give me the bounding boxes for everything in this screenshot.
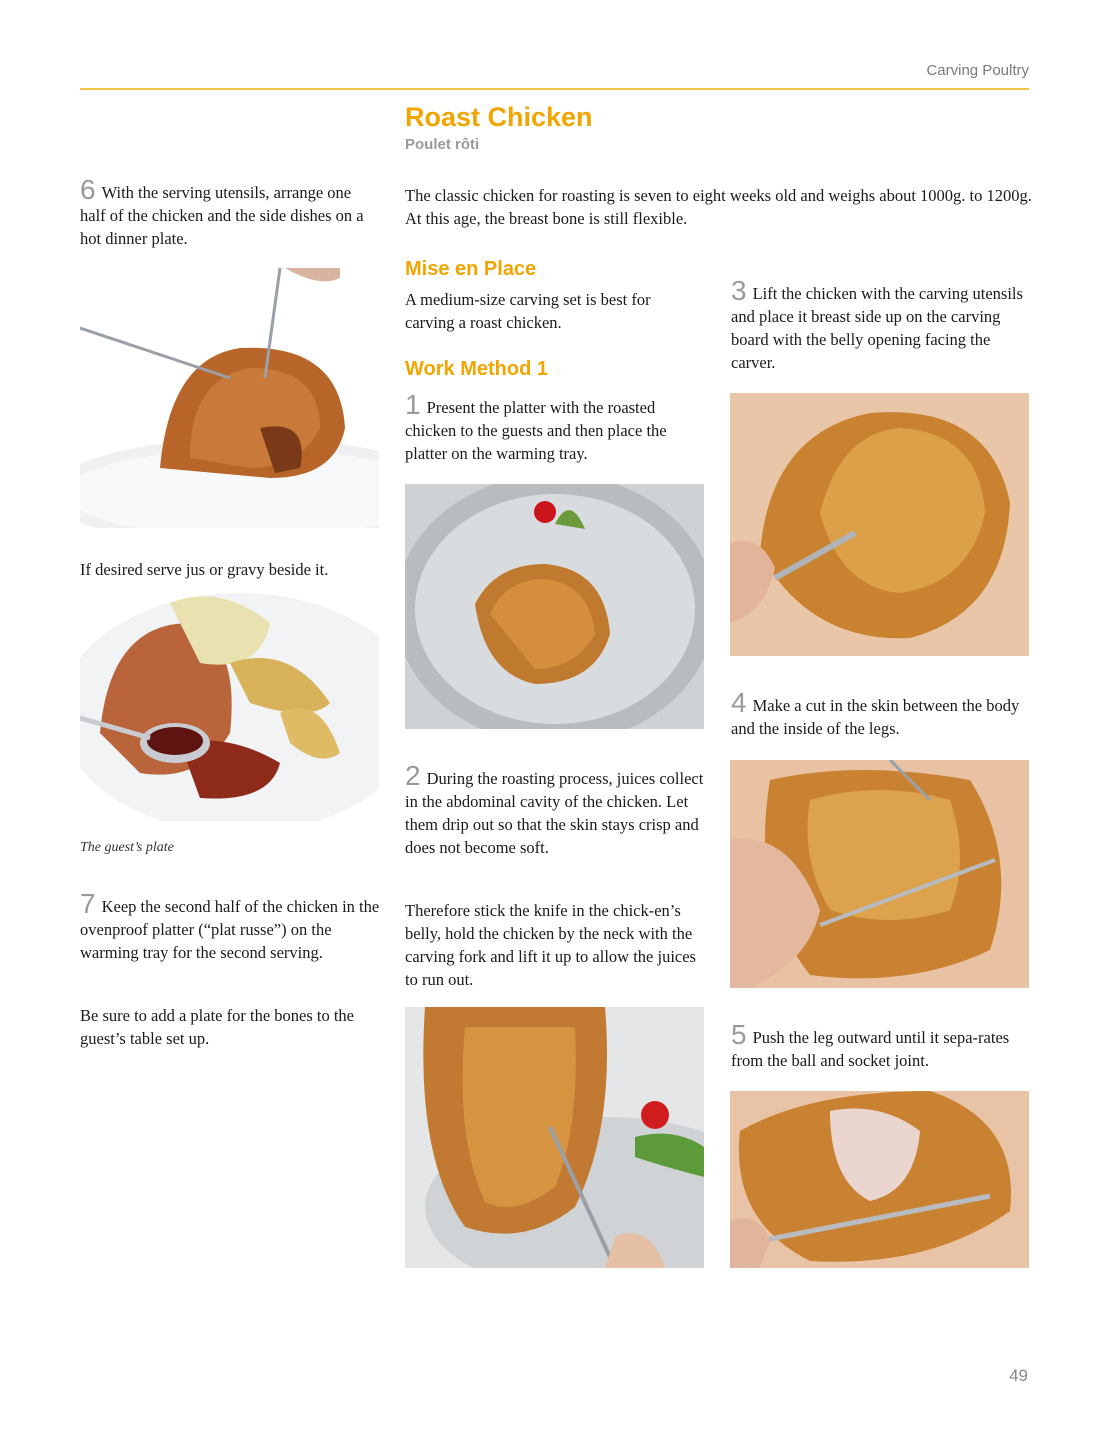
running-header: Carving Poultry	[926, 62, 1029, 79]
step-4	[731, 687, 1031, 740]
mise-en-place-text: A medium-size carving set is best for carving a roast chicken.	[405, 290, 651, 332]
work-method-heading: Work Method 1	[405, 358, 548, 380]
photo-carving-board-art	[730, 393, 1029, 656]
step-7-number: 7	[80, 888, 96, 919]
photo-separating-leg	[730, 1091, 1029, 1268]
step-2	[405, 760, 705, 859]
photo-guest-plate	[80, 583, 379, 821]
step-2-extra: Therefore stick the knife in the chick-en’s belly, hold the chicken by the neck with the carving fork and lift it up to allow the juices to run out.	[405, 901, 696, 989]
step-3-number: 3	[731, 275, 747, 306]
page-number: 49	[1009, 1366, 1028, 1385]
page-title: Roast Chicken	[405, 102, 593, 132]
page-subtitle: Poulet rôti	[405, 136, 480, 153]
header-rule	[80, 88, 1029, 90]
step-5	[731, 1019, 1031, 1072]
photo-cutting-skin	[730, 760, 1029, 988]
step-6	[80, 174, 380, 250]
photo-platter-presentation-art	[405, 484, 704, 729]
step-6-number: 6	[80, 174, 96, 205]
step-7	[80, 888, 380, 964]
step-3	[731, 275, 1031, 374]
step-6-text: With the serving utensils, arrange one half of the chicken and the side dishes on a hot dinner plate.	[80, 183, 364, 248]
step-4-text: Make a cut in the skin between the body and the inside of the legs.	[731, 696, 1020, 738]
step-1	[405, 389, 705, 465]
step-2-number: 2	[405, 760, 421, 791]
step-5-text: Push the leg outward until it sepa-rates from the ball and socket joint.	[731, 1028, 1010, 1070]
step-4-number: 4	[731, 687, 747, 718]
step-5-number: 5	[731, 1019, 747, 1050]
photo-draining-juices	[405, 1007, 704, 1268]
photo-plating-chicken-art	[80, 268, 379, 528]
photo-carving-board	[730, 393, 1029, 656]
mise-en-place-heading: Mise en Place	[405, 258, 537, 280]
step-2-text: During the roasting process, juices collect in the abdominal cavity of the chicken. Let them drip out so that the skin stays crisp and does not become soft.	[405, 769, 704, 857]
bones-note: Be sure to add a plate for the bones to the guest’s table set up.	[80, 1006, 354, 1048]
photo-guest-plate-art	[80, 583, 379, 821]
intro-text: The classic chicken for roasting is seven to eight weeks old and weighs about 1000g. to 1200g. At this age, the breast bone is still flexible.	[405, 186, 1032, 228]
photo-cutting-skin-art	[730, 760, 1029, 988]
photo-platter-presentation	[405, 484, 704, 729]
photo-draining-juices-art	[405, 1007, 704, 1268]
step-1-text: Present the platter with the roasted chicken to the guests and then place the platter on the warming tray.	[405, 398, 667, 463]
step-7-text: Keep the second half of the chicken in the ovenproof platter (“plat russe”) on the warming tray for the second serving.	[80, 897, 380, 962]
photo-separating-leg-art	[730, 1091, 1029, 1268]
photo-plating-chicken	[80, 268, 379, 528]
step-1-number: 1	[405, 389, 421, 420]
plate-caption: The guest’s plate	[80, 840, 174, 855]
step-3-text: Lift the chicken with the carving utensils and place it breast side up on the carving board with the belly opening facing the carver.	[731, 284, 1023, 372]
gravy-note: If desired serve jus or gravy beside it.	[80, 560, 329, 579]
